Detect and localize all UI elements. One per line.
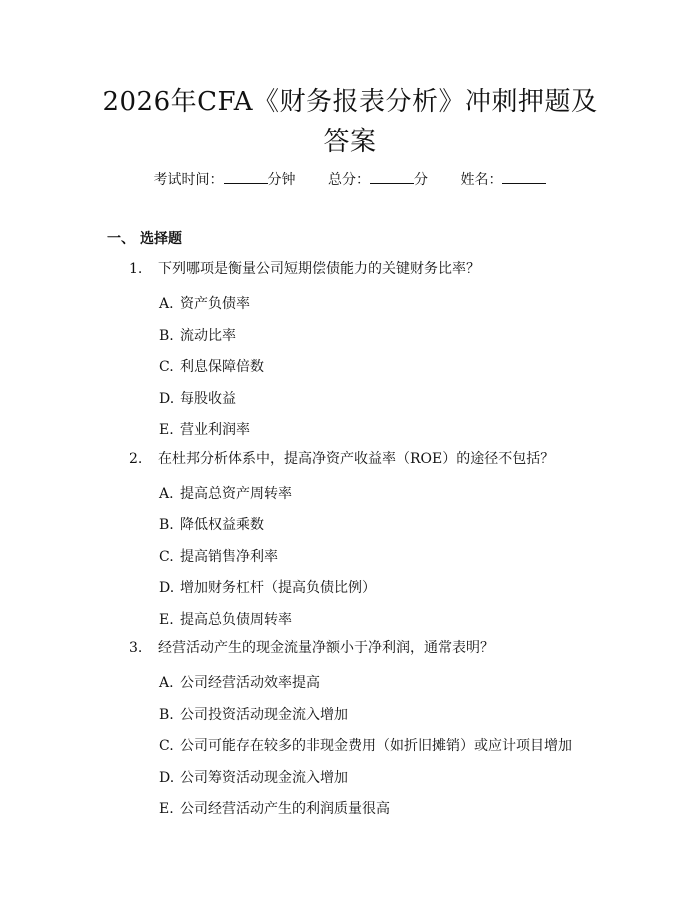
exam-time-unit: 分钟: [267, 172, 296, 188]
q2-option-c: [0, 542, 700, 574]
exam-time-blank: [224, 168, 268, 184]
option-label: B.: [159, 706, 174, 723]
name-field: [460, 168, 546, 190]
question-list: [0, 257, 700, 826]
section-heading: [107, 229, 182, 249]
option-label: E.: [159, 801, 174, 817]
question-text: 下列哪项是衡量公司短期偿债能力的关键财务比率？: [158, 261, 480, 277]
section-number: 一、: [107, 231, 135, 247]
option-text: 公司经营活动产生的利润质量很高: [180, 801, 390, 817]
question-number: 2.: [129, 450, 143, 467]
q2-option-a: [0, 479, 700, 511]
q1-option-e: [0, 415, 700, 447]
option-text: 资产负债率: [180, 296, 250, 312]
option-label: D.: [159, 769, 175, 786]
question-number: 1.: [129, 261, 143, 277]
option-text: 流动比率: [180, 327, 236, 344]
total-score-blank: [370, 168, 414, 184]
q3-option-b: [0, 700, 700, 732]
option-label: C.: [159, 738, 174, 754]
option-text: 营业利润率: [180, 422, 250, 438]
name-label: 姓名：: [460, 172, 503, 188]
option-text: 降低权益乘数: [180, 517, 264, 533]
option-label: A.: [159, 675, 174, 691]
option-text: 公司经营活动效率提高: [180, 675, 320, 691]
question-text: 在杜邦分析体系中，提高净资产收益率（ROE）的途径不包括？: [158, 450, 555, 467]
total-score-field: [328, 168, 428, 190]
question-text: 经营活动产生的现金流量净额小于净利润，通常表明？: [158, 640, 494, 656]
name-blank: [502, 168, 546, 184]
q3-option-e: [0, 794, 700, 826]
document-title: 2026年CFA《财务报表分析》冲刺押题及答案: [102, 87, 598, 157]
question-1: [0, 257, 700, 289]
question-2: [0, 447, 700, 479]
option-label: B.: [159, 517, 174, 533]
option-label: C.: [159, 548, 174, 565]
exam-meta-line: [0, 168, 700, 190]
total-score-unit: 分: [414, 172, 428, 188]
q2-option-d: [0, 573, 700, 605]
section-title: 选择题: [140, 231, 182, 247]
q2-option-b: [0, 510, 700, 542]
option-text: 利息保障倍数: [180, 359, 264, 375]
option-text: 提高总负债周转率: [180, 611, 292, 628]
option-label: E.: [159, 422, 174, 438]
option-label: E.: [159, 611, 174, 628]
q1-option-d: [0, 384, 700, 416]
option-label: D.: [159, 580, 175, 596]
exam-time-label: 考试时间：: [153, 172, 224, 188]
option-label: A.: [159, 485, 174, 502]
q3-option-a: [0, 668, 700, 700]
q3-option-c: [0, 731, 700, 763]
option-label: D.: [159, 390, 175, 407]
option-label: B.: [159, 327, 174, 344]
option-text: 提高销售净利率: [180, 548, 278, 565]
q3-option-d: [0, 763, 700, 795]
option-text: 增加财务杠杆（提高负债比例）: [180, 580, 376, 596]
question-3: [0, 636, 700, 668]
q2-option-e: [0, 605, 700, 637]
option-text: 公司可能存在较多的非现金费用（如折旧摊销）或应计项目增加: [180, 738, 572, 754]
exam-time-field: [154, 168, 296, 190]
option-label: A.: [159, 296, 174, 312]
option-text: 公司筹资活动现金流入增加: [180, 769, 348, 786]
question-number: 3.: [129, 640, 143, 656]
q1-option-b: [0, 321, 700, 353]
q1-option-a: [0, 289, 700, 321]
option-text: 每股收益: [180, 390, 236, 407]
total-score-label: 总分：: [328, 172, 370, 188]
option-text: 公司投资活动现金流入增加: [180, 706, 348, 723]
option-text: 提高总资产周转率: [180, 485, 292, 502]
option-label: C.: [159, 359, 174, 375]
q1-option-c: [0, 352, 700, 384]
